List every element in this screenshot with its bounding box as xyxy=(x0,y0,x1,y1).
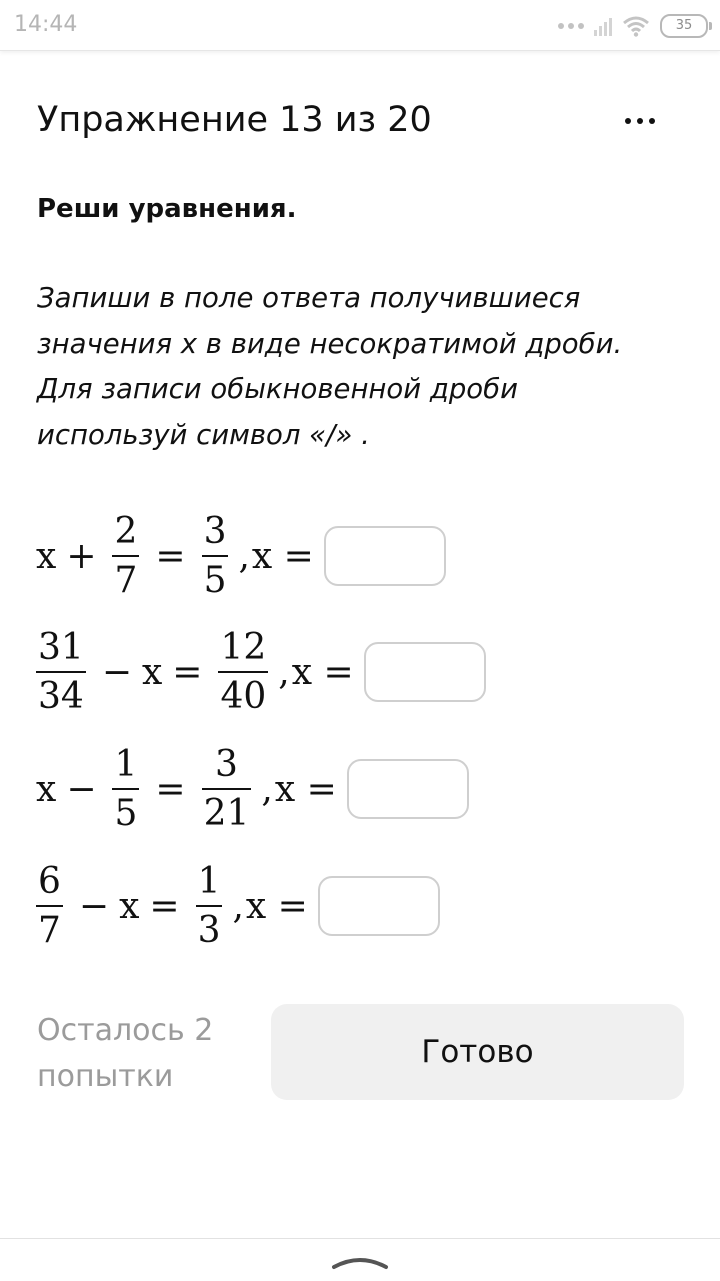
denominator: 5 xyxy=(203,559,227,601)
answer-input-2[interactable] xyxy=(364,642,486,702)
eq-equals: = xyxy=(172,651,203,693)
eq-variable: x xyxy=(141,651,163,693)
numerator: 2 xyxy=(114,511,138,552)
signal-icon xyxy=(594,16,612,36)
eq-fraction-right xyxy=(218,628,268,717)
eq-equals: = xyxy=(149,885,180,927)
eq-variable: x xyxy=(36,535,57,577)
numerator: 1 xyxy=(114,744,138,785)
eq-fraction-left xyxy=(36,628,86,717)
denominator: 5 xyxy=(114,792,138,834)
equation-3: x − $\frac{1}{5}$ = $\frac{3}{21}$ , x = xyxy=(36,745,469,834)
answer-input-4[interactable] xyxy=(318,876,440,936)
battery-icon: 35 xyxy=(660,14,708,38)
equation-4: $\frac{6}{7}$ − x = $\frac{1}{3}$ , x = xyxy=(36,862,440,951)
numerator: 1 xyxy=(197,861,221,902)
page-title: Упражнение 13 из 20 xyxy=(37,100,432,140)
eq-equals: = xyxy=(155,768,186,810)
chevron-up-icon[interactable] xyxy=(330,1251,390,1278)
eq-operator: − xyxy=(101,651,132,693)
denominator: 21 xyxy=(203,792,250,834)
eq-answer-label: x = xyxy=(245,885,308,927)
eq-fraction-right xyxy=(202,512,229,601)
eq-answer-label: x = xyxy=(274,768,337,810)
eq-fraction-left xyxy=(112,745,139,834)
task-title: Реши уравнения. xyxy=(37,194,297,224)
status-time: 14:44 xyxy=(14,12,78,37)
more-menu-button[interactable] xyxy=(614,104,666,138)
denominator: 7 xyxy=(38,909,61,951)
answer-input-1[interactable] xyxy=(324,526,446,586)
eq-answer-label: x = xyxy=(251,535,314,577)
wifi-icon xyxy=(622,15,650,37)
eq-variable: x xyxy=(119,885,140,927)
attempts-remaining: Осталось 2 попытки xyxy=(37,1013,214,1094)
eq-fraction-right xyxy=(196,862,223,951)
answer-input-3[interactable] xyxy=(347,759,469,819)
numerator: 12 xyxy=(220,627,267,668)
denominator: 34 xyxy=(38,675,84,717)
more-icon xyxy=(625,118,631,124)
equation-2: $\frac{31}{34}$ − x = $\frac{12}{40}$ , x = xyxy=(36,628,486,717)
numerator: 31 xyxy=(38,627,84,668)
eq-operator: − xyxy=(66,768,97,810)
eq-fraction-left xyxy=(112,512,139,601)
status-bar xyxy=(0,0,720,51)
eq-variable: x xyxy=(36,768,57,810)
eq-fraction-right xyxy=(202,745,252,834)
task-instructions: Запиши в поле ответа получившиеся значения x в виде несократимой дроби. Для записи обыкновенной дроби используй символ «/» . xyxy=(37,282,623,451)
numerator: 3 xyxy=(203,511,227,552)
more-dots-icon xyxy=(558,23,584,29)
status-icons xyxy=(558,13,708,39)
numerator: 3 xyxy=(215,744,238,785)
denominator: 40 xyxy=(220,675,267,717)
denominator: 3 xyxy=(197,909,221,951)
navigation-bar xyxy=(0,1238,720,1281)
denominator: 7 xyxy=(114,559,138,601)
eq-operator: − xyxy=(78,885,110,927)
eq-equals: = xyxy=(155,535,186,577)
eq-answer-label: x = xyxy=(291,651,354,693)
done-button[interactable]: Готово xyxy=(271,1004,684,1100)
eq-fraction-left xyxy=(36,862,63,951)
eq-operator: + xyxy=(66,535,97,577)
equation-1: x + $\frac{2}{7}$ = $\frac{3}{5}$ , x = xyxy=(36,512,446,601)
numerator: 6 xyxy=(38,861,61,902)
